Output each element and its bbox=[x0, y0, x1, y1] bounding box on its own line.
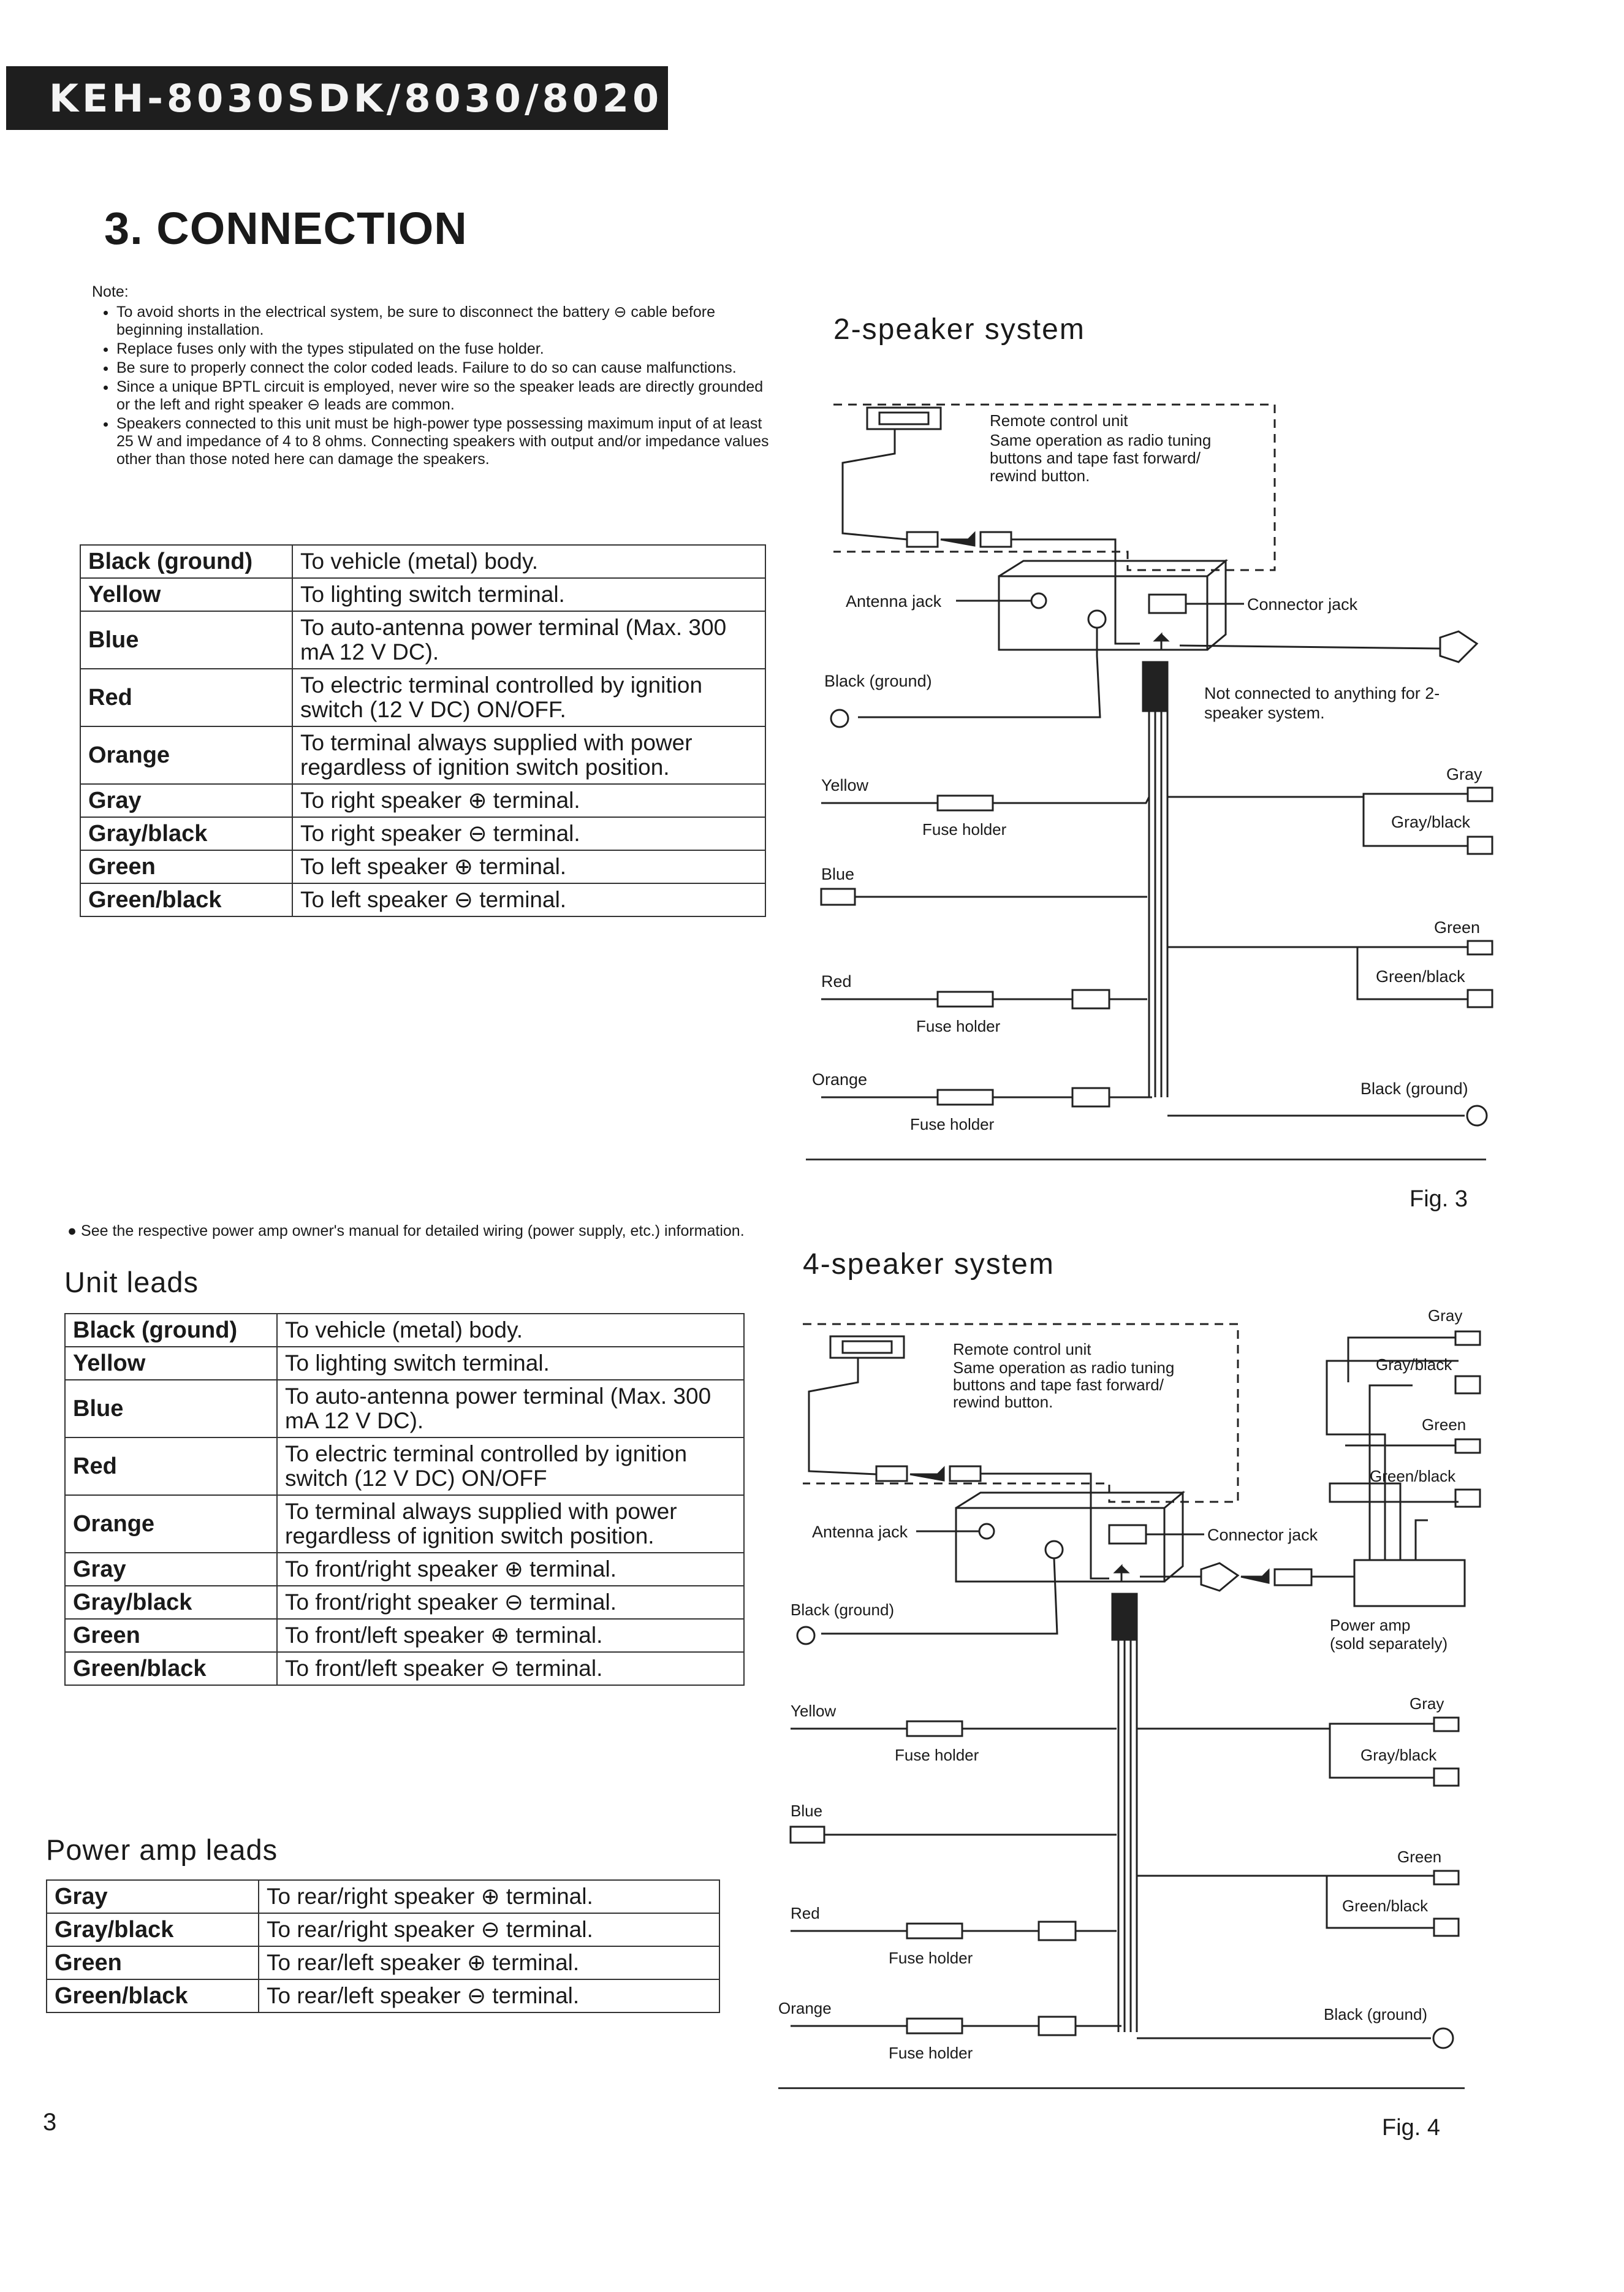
unit-leads-heading: Unit leads bbox=[64, 1266, 199, 1298]
lead-color: Yellow bbox=[80, 578, 292, 611]
remote-desc-1: Same operation as radio tuning bbox=[990, 431, 1212, 449]
heading-2-speaker-system: 2-speaker system bbox=[833, 313, 1085, 346]
lead-description: To vehicle (metal) body. bbox=[292, 545, 765, 578]
green-lead-connector-icon bbox=[1434, 1871, 1459, 1884]
black-ground-right-label: Black (ground) bbox=[1324, 2005, 1428, 2024]
connector-jack-socket bbox=[1109, 1525, 1146, 1544]
gray-black-lead-connector-icon bbox=[1434, 1768, 1459, 1786]
lead-description: To vehicle (metal) body. bbox=[277, 1314, 744, 1347]
fig4-separator bbox=[778, 2087, 1465, 2089]
black-ground-ring-icon bbox=[797, 1627, 814, 1644]
lead-color: Green bbox=[65, 1619, 277, 1652]
note-label: Note: bbox=[92, 283, 129, 300]
amp-input-socket-icon bbox=[1275, 1569, 1311, 1585]
lead-description: To rear/left speaker ⊕ terminal. bbox=[259, 1946, 719, 1979]
lead-color: Gray/black bbox=[47, 1913, 259, 1946]
black-ground-right-ring-icon bbox=[1467, 1106, 1487, 1125]
note-item: • Since a unique BPTL circuit is employed, never wire so the speaker leads are directly grounded or the left and right speaker ⊖ leads are common. bbox=[116, 378, 772, 414]
lead-description: To front/left speaker ⊕ terminal. bbox=[277, 1619, 744, 1652]
insert-arrow-icon bbox=[1241, 1571, 1269, 1583]
connector-jack-socket bbox=[1149, 595, 1186, 613]
fuse-holder-label: Fuse holder bbox=[922, 820, 1007, 839]
table-row bbox=[65, 1553, 744, 1586]
remote-control-window bbox=[843, 1341, 892, 1353]
remote-socket-icon bbox=[981, 532, 1011, 547]
table-row bbox=[80, 784, 765, 817]
yellow-lead-label: Yellow bbox=[821, 776, 869, 794]
bullet: ● bbox=[67, 1222, 82, 1239]
remote-socket-cable bbox=[1011, 539, 1140, 644]
fuse-holder-icon bbox=[907, 1924, 962, 1938]
table-row bbox=[65, 1586, 744, 1619]
lead-description: To front/right speaker ⊖ terminal. bbox=[277, 1586, 744, 1619]
lead-color: Yellow bbox=[65, 1347, 277, 1380]
fig3-label: Fig. 3 bbox=[1410, 1186, 1468, 1212]
table-row bbox=[47, 1880, 719, 1913]
inline-connector-icon bbox=[1039, 2017, 1076, 2035]
lead-color: Red bbox=[80, 669, 292, 726]
lead-description: To right speaker ⊖ terminal. bbox=[292, 817, 765, 850]
lead-color: Green/black bbox=[80, 883, 292, 916]
table-row bbox=[80, 850, 765, 883]
amp-green-lead-connector-icon bbox=[1455, 1439, 1480, 1453]
gray-black-lead-connector-icon bbox=[1468, 837, 1492, 854]
wiring-harness-bundle bbox=[1149, 711, 1167, 1097]
note-item: • Speakers connected to this unit must be high-power type possessing maximum input of at least 25 W and impedance of 4 to 8 ohms. Connecting speakers with output and/or impedance values other than those noted here can damage the speakers. bbox=[116, 415, 772, 468]
fig4-label: Fig. 4 bbox=[1382, 2115, 1441, 2141]
section-title: 3. CONNECTION bbox=[104, 203, 468, 254]
antenna-jack-socket bbox=[1031, 593, 1046, 608]
remote-desc-1: Same operation as radio tuning bbox=[953, 1358, 1175, 1377]
gray-black-lead-label: Gray/black bbox=[1360, 1746, 1437, 1764]
lead-color: Gray/black bbox=[80, 817, 292, 850]
yellow-lead-wire bbox=[821, 797, 1149, 803]
lead-description: To electric terminal controlled by ignition switch (12 V DC) ON/OFF. bbox=[292, 669, 765, 726]
lead-description: To auto-antenna power terminal (Max. 300 mA 12 V DC). bbox=[277, 1380, 744, 1437]
lead-color: Gray bbox=[65, 1553, 277, 1586]
lead-color: Red bbox=[65, 1437, 277, 1495]
fuse-holder-icon bbox=[938, 796, 993, 810]
black-ground-label: Black (ground) bbox=[791, 1601, 895, 1619]
remote-socket-cable bbox=[981, 1474, 1109, 1578]
green-lead-connector-icon bbox=[1468, 941, 1492, 954]
ground-terminal-icon bbox=[1045, 1541, 1063, 1558]
ground-terminal-icon bbox=[1088, 611, 1106, 628]
remote-label: Remote control unit bbox=[990, 411, 1128, 430]
table-row bbox=[65, 1619, 744, 1652]
connector-jack-label: Connector jack bbox=[1207, 1526, 1318, 1544]
lead-color: Green bbox=[80, 850, 292, 883]
up-arrow-icon bbox=[1155, 634, 1167, 650]
lead-description: To electric terminal controlled by ignition switch (12 V DC) ON/OFF bbox=[277, 1437, 744, 1495]
table-row bbox=[47, 1946, 719, 1979]
gray-black-lead-label: Gray/black bbox=[1391, 813, 1471, 831]
lead-color: Orange bbox=[65, 1495, 277, 1553]
table-row bbox=[65, 1495, 744, 1553]
fuse-holder-icon bbox=[907, 2019, 962, 2033]
page-number: 3 bbox=[43, 2109, 57, 2136]
fuse-holder-label: Fuse holder bbox=[895, 1746, 979, 1764]
note-list bbox=[92, 303, 772, 468]
up-arrow-icon bbox=[1115, 1566, 1128, 1582]
lead-color: Gray/black bbox=[65, 1586, 277, 1619]
fuse-holder-label: Fuse holder bbox=[910, 1115, 995, 1133]
red-lead-label: Red bbox=[791, 1904, 820, 1922]
lead-table-2-speaker bbox=[80, 544, 766, 917]
green-black-lead-label: Green/black bbox=[1342, 1897, 1429, 1915]
gray-lead-wire bbox=[1137, 1724, 1434, 1729]
lead-description: To rear/left speaker ⊖ terminal. bbox=[259, 1979, 719, 2012]
green-lead-label: Green bbox=[1434, 918, 1481, 937]
note-item: • Replace fuses only with the types stipulated on the fuse holder. bbox=[116, 340, 772, 358]
insert-arrow-icon bbox=[941, 533, 974, 546]
wiring-diagram-2-speaker bbox=[797, 374, 1495, 1140]
green-lead-label: Green bbox=[1397, 1848, 1442, 1866]
fuse-holder-icon bbox=[907, 1721, 962, 1736]
remote-control-unit-icon bbox=[867, 408, 941, 429]
lead-color: Blue bbox=[80, 611, 292, 669]
amp-connector-plug-icon bbox=[1201, 1563, 1238, 1591]
insert-arrow-icon bbox=[910, 1468, 944, 1480]
antenna-jack-socket bbox=[979, 1524, 994, 1539]
table-row bbox=[80, 578, 765, 611]
amp-speaker-wires bbox=[1327, 1361, 1459, 1560]
inline-connector-icon bbox=[1072, 990, 1109, 1008]
heading-4-speaker-system: 4-speaker system bbox=[803, 1248, 1055, 1281]
power-amp-label-2: (sold separately) bbox=[1330, 1634, 1448, 1653]
lead-color: Black (ground) bbox=[65, 1314, 277, 1347]
orange-lead-label: Orange bbox=[812, 1070, 868, 1089]
fig3-separator bbox=[806, 1159, 1486, 1160]
table-row bbox=[47, 1979, 719, 2012]
table-row bbox=[80, 669, 765, 726]
green-black-lead-connector-icon bbox=[1434, 1919, 1459, 1936]
wiring-harness-connector bbox=[1112, 1594, 1137, 1640]
orange-lead-label: Orange bbox=[778, 1999, 832, 2017]
remote-label: Remote control unit bbox=[953, 1340, 1091, 1358]
lead-color: Blue bbox=[65, 1380, 277, 1437]
lead-description: To left speaker ⊖ terminal. bbox=[292, 883, 765, 916]
remote-desc-3: rewind button. bbox=[990, 466, 1090, 485]
remote-cable bbox=[843, 429, 907, 539]
amp-green-lead-label: Green bbox=[1422, 1415, 1467, 1434]
lead-description: To front/left speaker ⊖ terminal. bbox=[277, 1652, 744, 1685]
wiring-diagram-4-speaker bbox=[778, 1300, 1483, 2084]
gray-lead-label: Gray bbox=[1410, 1694, 1444, 1713]
not-connected-label-1: Not connected to anything for 2- bbox=[1204, 684, 1440, 702]
blue-lead-connector-icon bbox=[791, 1827, 824, 1843]
table-row bbox=[47, 1913, 719, 1946]
connector-jack-label: Connector jack bbox=[1247, 595, 1358, 614]
remote-control-unit-icon bbox=[830, 1336, 904, 1358]
lead-description: To right speaker ⊕ terminal. bbox=[292, 784, 765, 817]
power-amp-note-text: See the respective power amp owner's manual for detailed wiring (power supply, etc.) information. bbox=[81, 1222, 745, 1239]
remote-control-window bbox=[879, 413, 928, 424]
green-black-lead-label: Green/black bbox=[1376, 967, 1465, 986]
table-row bbox=[65, 1380, 744, 1437]
lead-color: Gray bbox=[47, 1880, 259, 1913]
power-amp-icon bbox=[1354, 1560, 1465, 1606]
lead-description: To auto-antenna power terminal (Max. 300 mA 12 V DC). bbox=[292, 611, 765, 669]
blue-lead-connector-icon bbox=[821, 889, 855, 905]
lead-description: To rear/right speaker ⊖ terminal. bbox=[259, 1913, 719, 1946]
table-row bbox=[65, 1437, 744, 1495]
lead-description: To rear/right speaker ⊕ terminal. bbox=[259, 1880, 719, 1913]
amp-gray-lead-label: Gray bbox=[1428, 1306, 1463, 1325]
lead-table-unit-leads bbox=[64, 1313, 745, 1686]
gray-lead-connector-icon bbox=[1468, 788, 1492, 801]
remote-cable bbox=[809, 1358, 876, 1474]
inline-connector-icon bbox=[1039, 1922, 1076, 1940]
fuse-holder-icon bbox=[938, 1090, 993, 1105]
antenna-jack-label: Antenna jack bbox=[846, 592, 942, 611]
amp-green-black-lead-label: Green/black bbox=[1370, 1467, 1456, 1485]
lead-color: Orange bbox=[80, 726, 292, 784]
power-amp-note bbox=[67, 1222, 748, 1240]
lead-color: Gray bbox=[80, 784, 292, 817]
fuse-holder-label: Fuse holder bbox=[916, 1017, 1001, 1035]
black-ground-right-label: Black (ground) bbox=[1360, 1079, 1468, 1098]
unused-connector-plug-icon bbox=[1440, 631, 1477, 662]
table-row bbox=[80, 726, 765, 784]
table-row bbox=[80, 817, 765, 850]
black-ground-right-ring-icon bbox=[1433, 2028, 1453, 2048]
amp-gray-black-lead-label: Gray/black bbox=[1376, 1355, 1452, 1374]
power-amp-label-1: Power amp bbox=[1330, 1616, 1411, 1634]
lead-color: Green/black bbox=[65, 1652, 277, 1685]
green-black-lead-connector-icon bbox=[1468, 990, 1492, 1007]
blue-lead-label: Blue bbox=[791, 1802, 823, 1820]
notes bbox=[92, 283, 772, 470]
black-ground-wire bbox=[821, 1558, 1057, 1634]
amp-gray-lead-connector-icon bbox=[1455, 1331, 1480, 1345]
power-amp-heading: Power amp leads bbox=[46, 1833, 278, 1866]
lead-description: To terminal always supplied with power regardless of ignition switch position. bbox=[292, 726, 765, 784]
black-ground-ring-icon bbox=[831, 710, 848, 727]
gray-lead-wire bbox=[1167, 794, 1468, 797]
remote-desc-2: buttons and tape fast forward/ bbox=[990, 449, 1201, 467]
lead-description: To terminal always supplied with power regardless of ignition switch position. bbox=[277, 1495, 744, 1553]
unused-connector-lead bbox=[1180, 645, 1440, 649]
lead-description: To lighting switch terminal. bbox=[292, 578, 765, 611]
lead-description: To lighting switch terminal. bbox=[277, 1347, 744, 1380]
remote-socket-icon bbox=[950, 1466, 981, 1481]
fuse-holder-label: Fuse holder bbox=[889, 1949, 973, 1967]
remote-plug-icon bbox=[907, 532, 938, 547]
fuse-holder-label: Fuse holder bbox=[889, 2044, 973, 2062]
black-ground-label: Black (ground) bbox=[824, 672, 932, 690]
gray-lead-label: Gray bbox=[1446, 765, 1482, 783]
model-banner: KEH-8030SDK/8030/8020 bbox=[6, 66, 668, 130]
note-item: • Be sure to properly connect the color coded leads. Failure to do so can cause malfunctions. bbox=[116, 359, 772, 377]
table-row bbox=[80, 611, 765, 669]
table-row bbox=[80, 883, 765, 916]
table-row bbox=[65, 1652, 744, 1685]
yellow-lead-label: Yellow bbox=[791, 1702, 837, 1720]
remote-desc-2: buttons and tape fast forward/ bbox=[953, 1376, 1164, 1394]
red-lead-label: Red bbox=[821, 972, 852, 991]
amp-green-black-lead-connector-icon bbox=[1455, 1490, 1480, 1507]
inline-connector-icon bbox=[1072, 1088, 1109, 1106]
lead-table-power-amp bbox=[46, 1879, 720, 2013]
lead-description: To left speaker ⊕ terminal. bbox=[292, 850, 765, 883]
table-row bbox=[80, 545, 765, 578]
not-connected-label-2: speaker system. bbox=[1204, 704, 1325, 722]
fuse-holder-icon bbox=[938, 992, 993, 1007]
wiring-harness-connector bbox=[1143, 662, 1167, 711]
lead-color: Green/black bbox=[47, 1979, 259, 2012]
remote-plug-icon bbox=[876, 1466, 907, 1481]
lead-description: To front/right speaker ⊕ terminal. bbox=[277, 1553, 744, 1586]
lead-color: Green bbox=[47, 1946, 259, 1979]
table-row bbox=[65, 1314, 744, 1347]
lead-color: Black (ground) bbox=[80, 545, 292, 578]
table-row bbox=[65, 1347, 744, 1380]
note-item: • To avoid shorts in the electrical system, be sure to disconnect the battery ⊖ cable before beginning installation. bbox=[116, 303, 772, 339]
wiring-harness-bundle bbox=[1118, 1640, 1137, 2032]
blue-lead-label: Blue bbox=[821, 865, 855, 883]
antenna-jack-label: Antenna jack bbox=[812, 1523, 908, 1541]
amp-gray-black-lead-connector-icon bbox=[1455, 1376, 1480, 1393]
gray-lead-connector-icon bbox=[1434, 1718, 1459, 1731]
remote-desc-3: rewind button. bbox=[953, 1393, 1053, 1411]
